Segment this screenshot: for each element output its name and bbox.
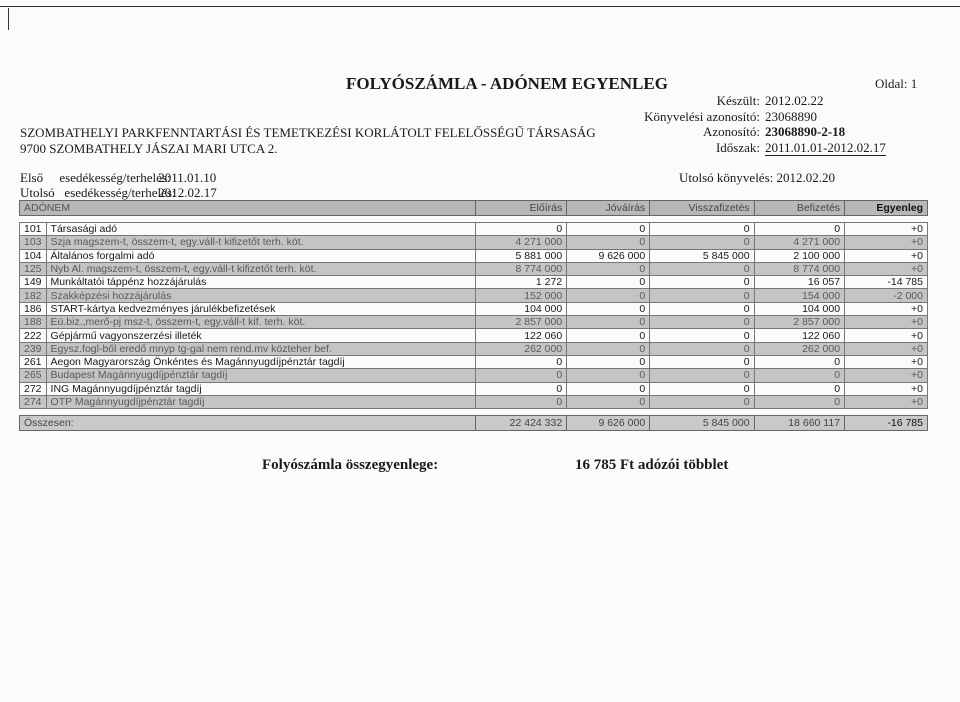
table-row: [20, 249, 928, 262]
balance-cell: +0: [845, 236, 928, 249]
tax-code: 182: [20, 289, 47, 302]
total-charge: 22 424 332: [475, 416, 567, 431]
tax-code: 104: [20, 249, 47, 262]
table-spacer: [20, 409, 928, 416]
refund-cell: 0: [650, 223, 754, 236]
meta-tax-id-value: 23068890-2-18: [765, 124, 846, 139]
refund-cell: 0: [650, 382, 754, 395]
tax-name: Aegon Magyarország Önkéntes és Magánnyugdíjpénztár tagdíj: [46, 355, 475, 368]
tax-name: Gépjármű vagyonszerzési illeték: [46, 329, 475, 342]
charge-cell: 0: [475, 369, 567, 382]
balance-cell: +0: [845, 355, 928, 368]
payment-cell: 122 060: [754, 329, 845, 342]
tax-name: Szakképzési hozzájárulás: [46, 289, 475, 302]
payment-cell: 4 271 000: [754, 236, 845, 249]
table-row: [20, 302, 928, 315]
credit-cell: 0: [567, 289, 650, 302]
table-row: [20, 395, 928, 408]
charge-cell: 104 000: [475, 302, 567, 315]
charge-cell: 122 060: [475, 329, 567, 342]
credit-cell: 0: [567, 382, 650, 395]
credit-cell: 0: [567, 236, 650, 249]
credit-cell: 0: [567, 302, 650, 315]
table-row: [20, 329, 928, 342]
meta-created-label: Készült:: [716, 93, 760, 108]
meta-booking-id-value: 23068890: [765, 108, 817, 124]
credit-cell: 0: [567, 329, 650, 342]
refund-cell: 0: [650, 276, 754, 289]
charge-cell: 0: [475, 223, 567, 236]
charge-cell: 262 000: [475, 342, 567, 355]
tax-code: 274: [20, 395, 47, 408]
charge-cell: 0: [475, 395, 567, 408]
balance-cell: +0: [845, 223, 928, 236]
charge-cell: 2 857 000: [475, 316, 567, 329]
balance-cell: +0: [845, 395, 928, 408]
table-row: [20, 289, 928, 302]
refund-cell: 5 845 000: [650, 249, 754, 262]
table-row: [20, 276, 928, 289]
total-label: Összesen:: [20, 416, 476, 431]
tax-name: Budapest Magánnyugdíjpénztár tagdíj: [46, 369, 475, 382]
total-balance: -16 785: [845, 416, 928, 431]
balance-cell: +0: [845, 369, 928, 382]
tax-name: Munkáltatói táppénz hozzájárulás: [46, 276, 475, 289]
charge-cell: 0: [475, 382, 567, 395]
company-address: 9700 SZOMBATHELY JÁSZAI MARI UTCA 2.: [20, 141, 278, 156]
last-booking-label: Utolsó könyvelés:: [679, 170, 774, 185]
payment-cell: 16 057: [754, 276, 845, 289]
meta-period: [640, 140, 886, 157]
last-due-line: [20, 185, 217, 201]
table-total-row: [20, 416, 928, 431]
refund-cell: 0: [650, 342, 754, 355]
first-due-value: 2011.01.10: [158, 170, 217, 185]
tax-code: 125: [20, 262, 47, 275]
tax-balance-table: [19, 200, 928, 431]
tax-code: 261: [20, 355, 47, 368]
refund-cell: 0: [650, 262, 754, 275]
total-credit: 9 626 000: [567, 416, 650, 431]
credit-cell: 0: [567, 395, 650, 408]
tax-name: ING Magánnyugdíjpénztár tagdíj: [46, 382, 475, 395]
tax-code: 188: [20, 316, 47, 329]
col-header-credit: Jóváírás: [567, 201, 650, 216]
balance-cell: +0: [845, 342, 928, 355]
balance-cell: +0: [845, 262, 928, 275]
tax-name: Általános forgalmi adó: [46, 249, 475, 262]
credit-cell: 0: [567, 355, 650, 368]
tax-code: 265: [20, 369, 47, 382]
payment-cell: 0: [754, 382, 845, 395]
col-header-balance: Egyenleg: [845, 201, 928, 216]
refund-cell: 0: [650, 236, 754, 249]
first-due-line: [20, 170, 216, 186]
last-due-label: Utolsó esedékesség/terhelés:: [20, 185, 176, 200]
refund-cell: 0: [650, 355, 754, 368]
payment-cell: 104 000: [754, 302, 845, 315]
tax-code: 272: [20, 382, 47, 395]
tax-code: 186: [20, 302, 47, 315]
meta-period-value: 2011.01.01-2012.02.17: [765, 139, 886, 155]
col-header-charge: Előírás: [475, 201, 567, 216]
table-row: [20, 316, 928, 329]
total-payment: 18 660 117: [754, 416, 845, 431]
charge-cell: 0: [475, 355, 567, 368]
refund-cell: 0: [650, 395, 754, 408]
table-row: [20, 342, 928, 355]
tax-name: OTP Magánnyugdíjpénztár tagdíj: [46, 395, 475, 408]
meta-booking-id: [640, 109, 886, 125]
total-refund: 5 845 000: [650, 416, 754, 431]
payment-cell: 0: [754, 355, 845, 368]
meta-created-value: 2012.02.22: [765, 93, 824, 108]
last-booking-value: 2012.02.20: [776, 170, 835, 185]
table-row: [20, 382, 928, 395]
balance-cell: +0: [845, 302, 928, 315]
tax-name: Társasági adó: [46, 223, 475, 236]
account-summary-value: 16 785 Ft adózói többlet: [575, 457, 729, 473]
payment-cell: 8 774 000: [754, 262, 845, 275]
payment-cell: 262 000: [754, 342, 845, 355]
payment-cell: 0: [754, 395, 845, 408]
tax-code: 101: [20, 223, 47, 236]
meta-period-label: Időszak:: [715, 139, 760, 155]
meta-booking-id-label: Könyvelési azonosító:: [644, 108, 760, 124]
balance-cell: +0: [845, 382, 928, 395]
table-row: [20, 355, 928, 368]
top-border-line: [0, 6, 960, 7]
charge-cell: 5 881 000: [475, 249, 567, 262]
meta-tax-id-label: Azonosító:: [702, 124, 760, 139]
account-summary-label: Folyószámla összegyenlege:: [262, 457, 439, 473]
refund-cell: 0: [650, 329, 754, 342]
metadata-block: [640, 93, 886, 156]
credit-cell: 0: [567, 316, 650, 329]
charge-cell: 152 000: [475, 289, 567, 302]
table-row: [20, 236, 928, 249]
tax-code: 103: [20, 236, 47, 249]
tax-name: Egysz.fogl-ből eredő mnyp tg-gal nem rend.mv közteher bef.: [46, 342, 475, 355]
payment-cell: 154 000: [754, 289, 845, 302]
balance-cell: +0: [845, 329, 928, 342]
table-spacer: [20, 216, 928, 223]
col-header-payment: Befizetés: [754, 201, 845, 216]
payment-cell: 2 100 000: [754, 249, 845, 262]
charge-cell: 8 774 000: [475, 262, 567, 275]
tax-code: 222: [20, 329, 47, 342]
payment-cell: 0: [754, 223, 845, 236]
table-header-row: [20, 201, 928, 216]
charge-cell: 1 272: [475, 276, 567, 289]
tax-code: 149: [20, 276, 47, 289]
meta-created: [640, 93, 886, 109]
table-row: [20, 223, 928, 236]
tax-name: START-kártya kedvezményes járulékbefizetések: [46, 302, 475, 315]
refund-cell: 0: [650, 302, 754, 315]
tax-name: Szja magszem-t, összem-t, egy.váll-t kifizetőt terh. köt.: [46, 236, 475, 249]
balance-cell: +0: [845, 316, 928, 329]
tax-code: 239: [20, 342, 47, 355]
credit-cell: 0: [567, 276, 650, 289]
tax-name: Nyb Al. magszem-t, összem-t, egy.váll-t kifizetőt terh. köt.: [46, 262, 475, 275]
last-due-value: 2012.02.17: [158, 185, 217, 200]
col-header-tax-type: ADÓNEM: [20, 201, 476, 216]
table-body: [20, 216, 928, 409]
last-booking: [679, 170, 835, 186]
refund-cell: 0: [650, 289, 754, 302]
table-total-section: [20, 409, 928, 431]
credit-cell: 0: [567, 223, 650, 236]
payment-cell: 0: [754, 369, 845, 382]
first-due-label: Első esedékesség/terhelés:: [20, 170, 171, 185]
credit-cell: 0: [567, 369, 650, 382]
table-row: [20, 262, 928, 275]
document-title: FOLYÓSZÁMLA - ADÓNEM EGYENLEG: [346, 74, 668, 93]
refund-cell: 0: [650, 316, 754, 329]
credit-cell: 9 626 000: [567, 249, 650, 262]
refund-cell: 0: [650, 369, 754, 382]
tax-name: Eü.biz.,merő-pj msz-t, összem-t, egy.váll-t kif. terh. köt.: [46, 316, 475, 329]
balance-cell: -14 785: [845, 276, 928, 289]
charge-cell: 4 271 000: [475, 236, 567, 249]
balance-cell: +0: [845, 249, 928, 262]
company-name: SZOMBATHELYI PARKFENNTARTÁSI ÉS TEMETKEZÉSI KORLÁTOLT FELELŐSSÉGŰ TÁRSASÁG: [20, 125, 596, 140]
credit-cell: 0: [567, 342, 650, 355]
page-number: Oldal: 1: [875, 76, 918, 91]
credit-cell: 0: [567, 262, 650, 275]
table-row: [20, 369, 928, 382]
payment-cell: 2 857 000: [754, 316, 845, 329]
left-edge-mark: [8, 8, 9, 30]
balance-cell: -2 000: [845, 289, 928, 302]
col-header-refund: Visszafizetés: [650, 201, 754, 216]
meta-tax-id: [640, 124, 886, 140]
